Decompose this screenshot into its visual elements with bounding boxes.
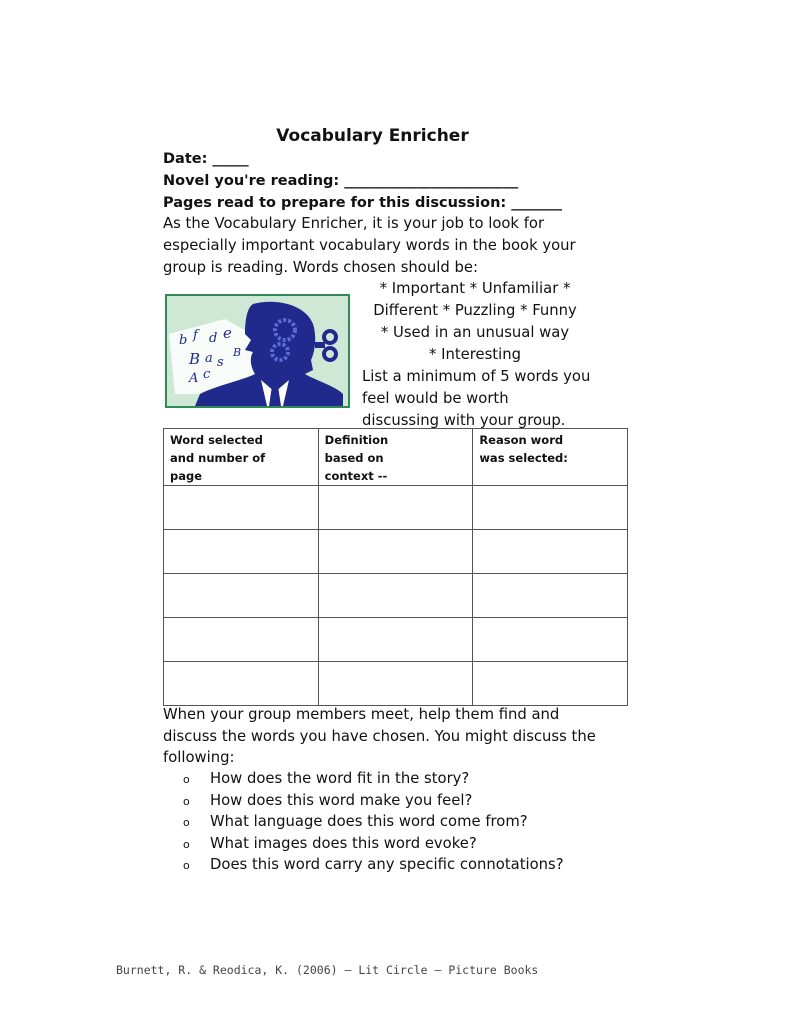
floating-letter: e <box>223 324 232 342</box>
intro-line: especially important vocabulary words in the book your <box>163 237 576 254</box>
floating-letter: f <box>193 328 198 343</box>
table-row <box>164 618 628 662</box>
instruction-line: List a minimum of 5 words you <box>362 368 591 385</box>
bullet-icon: o <box>183 837 190 851</box>
table-cell[interactable] <box>473 662 628 706</box>
table-cell[interactable] <box>164 618 319 662</box>
table-header-row <box>164 429 628 486</box>
followup-line: When your group members meet, help them find and <box>163 706 560 723</box>
table-row <box>164 486 628 530</box>
table-row <box>164 530 628 574</box>
table-cell[interactable] <box>164 662 319 706</box>
column-header-reason: Reason word was selected: <box>473 429 628 486</box>
page-footer-citation: Burnett, R. & Reodica, K. (2006) – Lit Circle – Picture Books <box>116 963 539 977</box>
floating-letter: B <box>189 350 201 368</box>
bullet-icon: o <box>183 773 190 786</box>
floating-letter: c <box>203 367 211 382</box>
novel-field-label: Novel you're reading: ________________________ <box>163 173 519 189</box>
list-item: o Does this word carry any specific connotations? <box>183 854 564 876</box>
criteria-line: * Interesting <box>428 346 521 363</box>
page-title: Vocabulary Enricher <box>276 126 469 146</box>
floating-letter: A <box>189 371 199 386</box>
table-cell[interactable] <box>318 486 473 530</box>
floating-letter: b <box>179 333 188 348</box>
table-cell[interactable] <box>164 530 319 574</box>
column-header-word: Word selected and number of page <box>164 429 319 486</box>
wind-up-key <box>315 342 325 348</box>
followup-line: following: <box>163 749 235 766</box>
bullet-icon: o <box>183 816 190 829</box>
followup-line: discuss the words you have chosen. You might discuss the <box>163 728 596 745</box>
table-row <box>164 574 628 618</box>
discussion-question-list <box>183 768 564 876</box>
floating-letter: d <box>209 331 218 346</box>
instruction-line: discussing with your group. <box>362 412 566 429</box>
criteria-line: * Used in an unusual way <box>380 324 570 341</box>
date-field-label: Date: _____ <box>163 151 249 167</box>
table-row <box>164 662 628 706</box>
floating-letter: B <box>233 346 242 359</box>
criteria-block <box>356 278 594 432</box>
thinking-head-illustration <box>165 294 350 408</box>
table-cell[interactable] <box>473 618 628 662</box>
intro-line: group is reading. Words chosen should be: <box>163 259 478 276</box>
table-cell[interactable] <box>164 574 319 618</box>
column-header-definition: Definition based on context -- <box>318 429 473 486</box>
bullet-icon: o <box>183 794 190 808</box>
table-cell[interactable] <box>318 574 473 618</box>
list-item: o How does the word fit in the story? <box>183 768 564 790</box>
table-cell[interactable] <box>318 662 473 706</box>
table-cell[interactable] <box>473 530 628 574</box>
table-cell[interactable] <box>318 618 473 662</box>
list-item: o What language does this word come from? <box>183 811 564 833</box>
table-cell[interactable] <box>164 486 319 530</box>
pages-field-label: Pages read to prepare for this discussion: _______ <box>163 195 562 211</box>
list-item: o What images does this word evoke? <box>183 833 564 855</box>
criteria-line: Different * Puzzling * Funny <box>373 302 577 319</box>
criteria-line: * Important * Unfamiliar * <box>379 280 571 297</box>
bullet-icon: o <box>183 859 190 872</box>
vocabulary-table <box>163 428 628 706</box>
instruction-line: feel would be worth <box>362 390 509 407</box>
table-cell[interactable] <box>473 486 628 530</box>
table-cell[interactable] <box>318 530 473 574</box>
table-cell[interactable] <box>473 574 628 618</box>
intro-line: As the Vocabulary Enricher, it is your job to look for <box>163 215 545 232</box>
floating-letter: s <box>217 355 224 370</box>
list-item: o How does this word make you feel? <box>183 790 564 812</box>
floating-letter: a <box>205 351 213 366</box>
